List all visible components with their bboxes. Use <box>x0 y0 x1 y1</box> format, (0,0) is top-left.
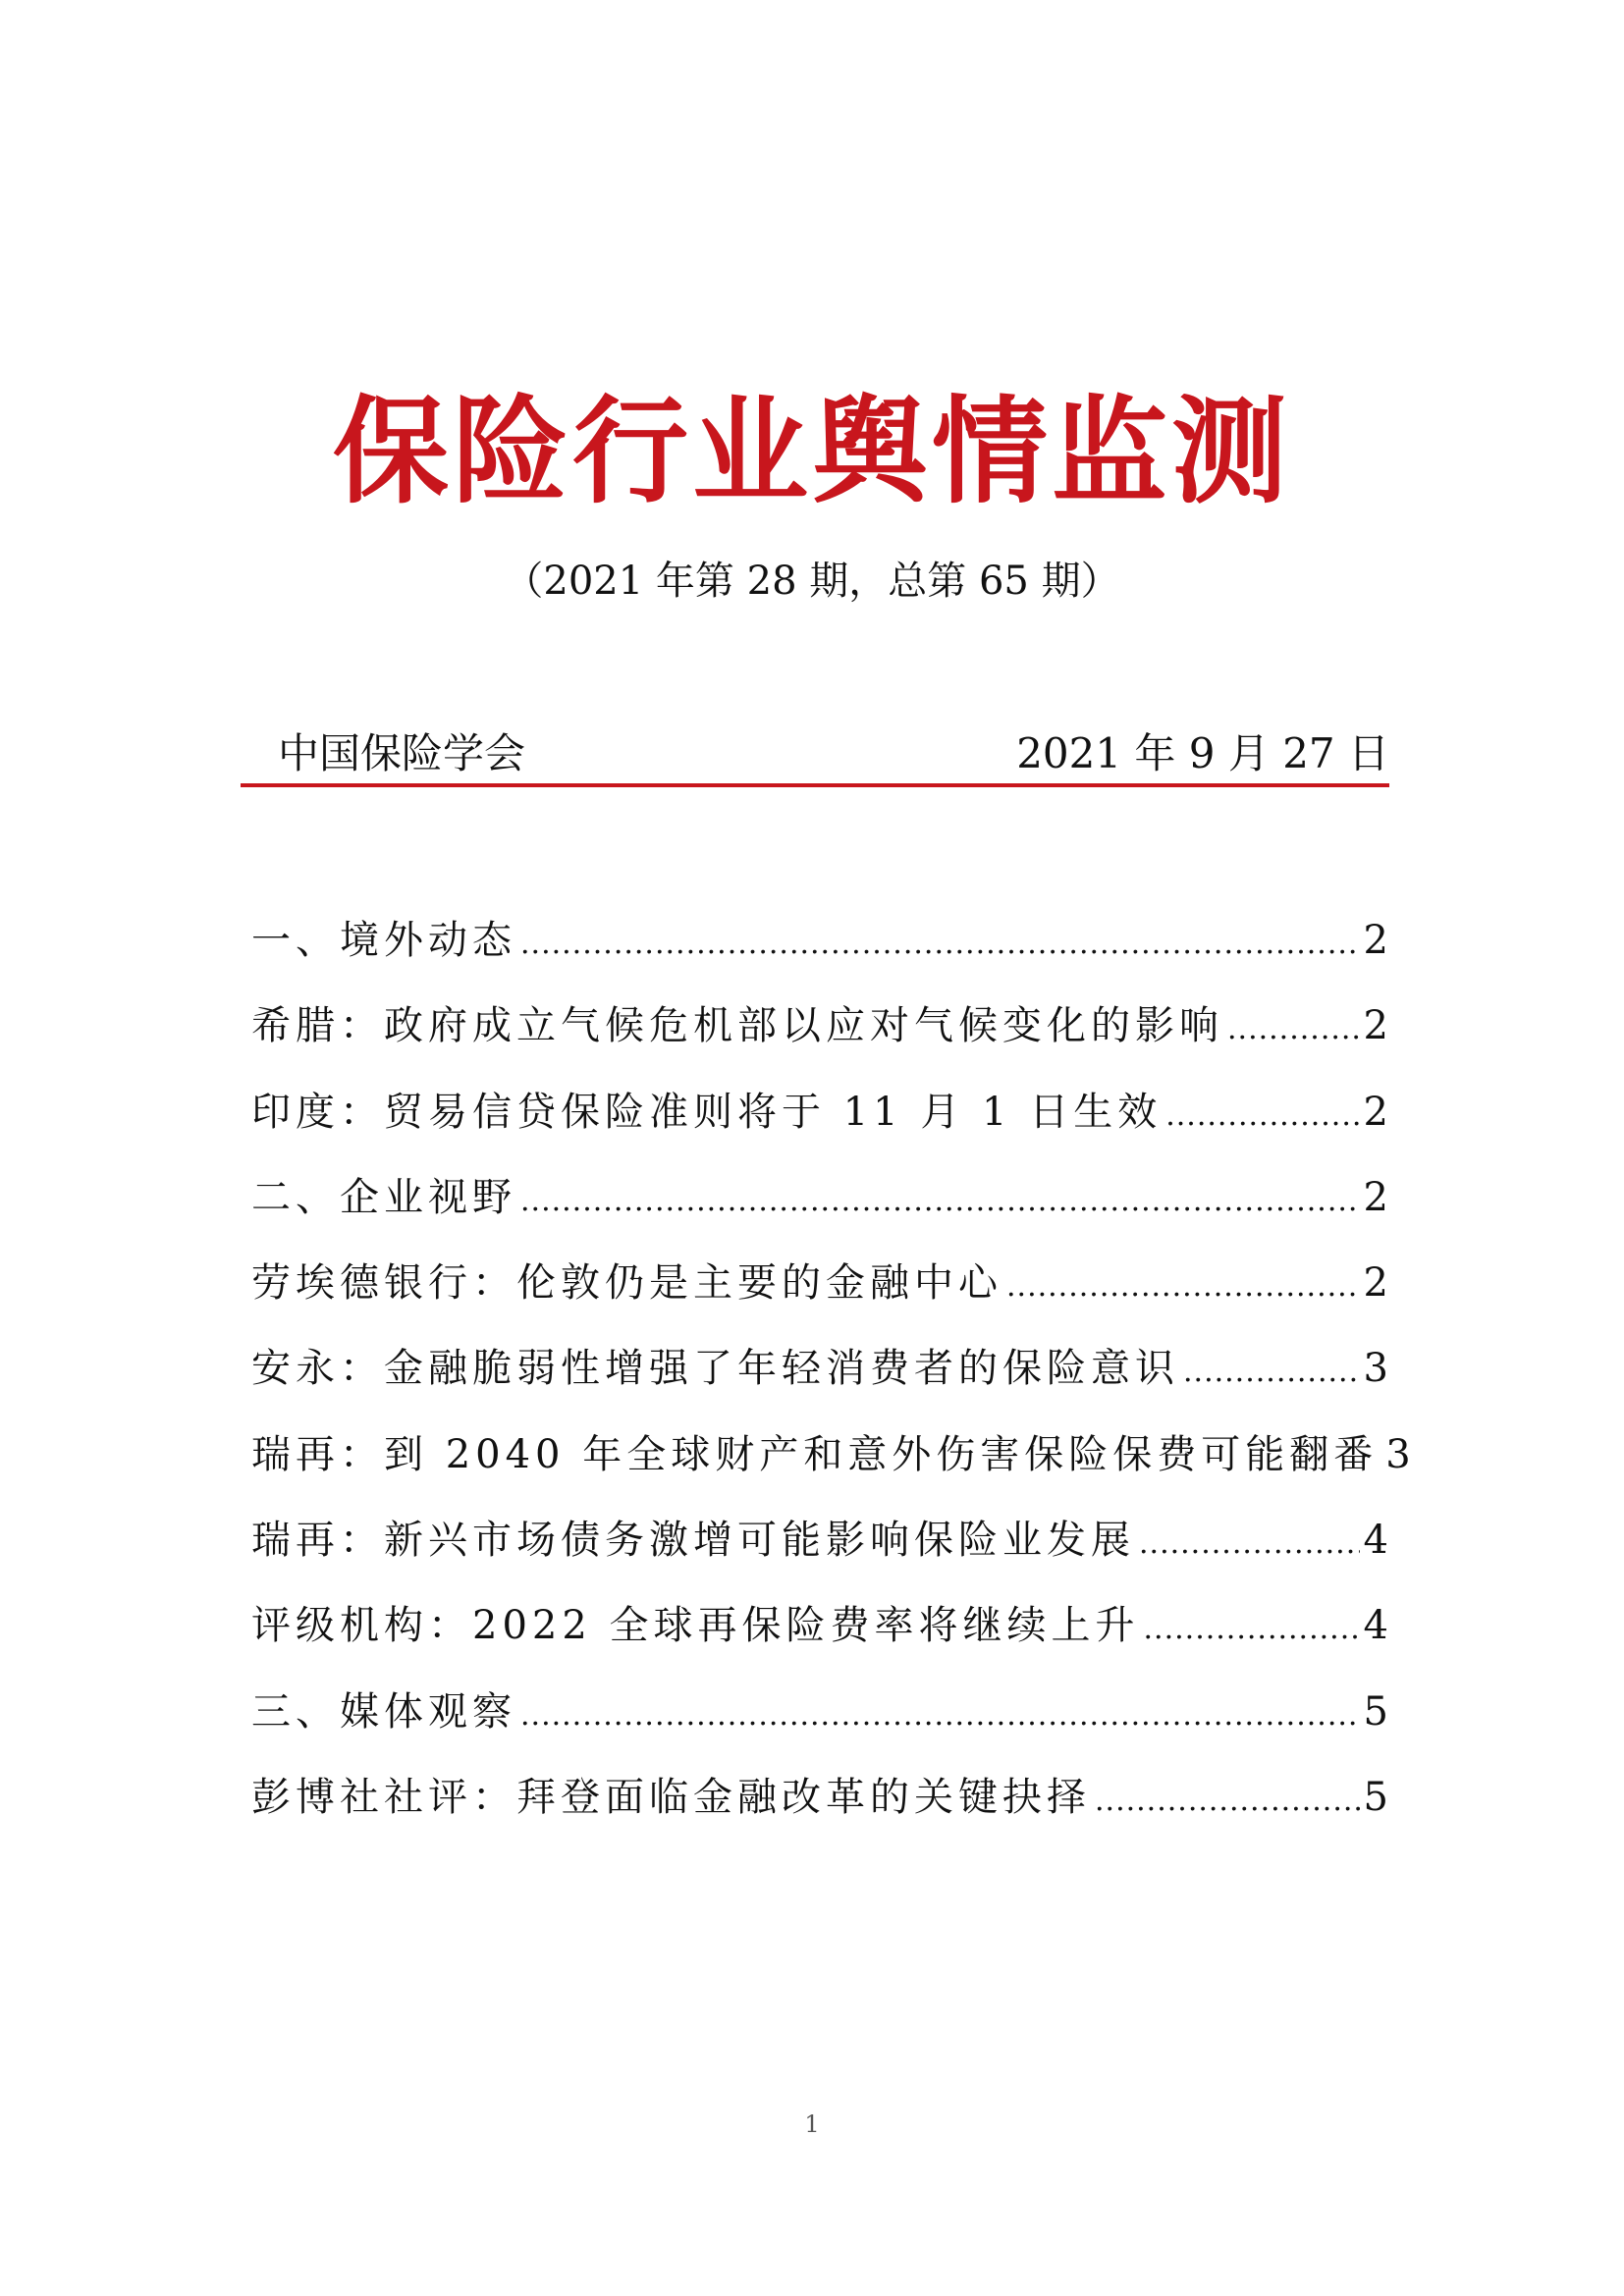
toc-entry-title: 印度：贸易信贷保险准则将于 11 月 1 日生效 <box>251 1089 1163 1135</box>
toc-entry[interactable] <box>251 1583 1388 1669</box>
toc-entry-title: 一、境外动态 <box>251 918 516 963</box>
toc-page-number: 4 <box>1363 1518 1388 1564</box>
toc-entry[interactable] <box>251 1155 1388 1241</box>
toc-leader-dots <box>1095 1758 1360 1843</box>
toc-page-number: 2 <box>1363 1089 1388 1135</box>
toc-entry[interactable] <box>251 1326 1388 1412</box>
toc-page-number: 2 <box>1363 918 1388 963</box>
toc-page-number: 2 <box>1363 1260 1388 1307</box>
toc-entry-title: 二、企业视野 <box>251 1174 516 1220</box>
page-number-footer: 1 <box>804 2110 820 2138</box>
toc-leader-dots <box>1144 1586 1360 1672</box>
masthead <box>241 724 1389 789</box>
toc-entry[interactable] <box>251 1498 1388 1583</box>
red-divider <box>241 783 1389 787</box>
toc-leader-dots <box>1165 1073 1359 1158</box>
toc-page-number: 2 <box>1363 1003 1388 1049</box>
toc-page-number: 2 <box>1363 1174 1388 1220</box>
toc-entry[interactable] <box>251 984 1388 1069</box>
toc-entry[interactable] <box>251 1241 1388 1326</box>
toc-page-number: 4 <box>1363 1603 1388 1649</box>
toc-leader-dots <box>520 1673 1360 1758</box>
toc-entry-title: 劳埃德银行：伦敦仍是主要的金融中心 <box>251 1260 1002 1307</box>
toc-entry-title: 瑞再：到 2040 年全球财产和意外伤害保险保费可能翻番 <box>251 1431 1379 1477</box>
toc-entry-title: 安永：金融脆弱性增强了年轻消费者的保险意识 <box>251 1346 1179 1392</box>
toc-page-number: 5 <box>1363 1688 1388 1735</box>
toc-entry-title: 瑞再：新兴市场债务激增可能影响保险业发展 <box>251 1518 1135 1564</box>
toc-entry[interactable] <box>251 898 1388 984</box>
toc-page-number: 3 <box>1385 1431 1411 1477</box>
toc-leader-dots <box>1006 1244 1360 1329</box>
toc-leader-dots <box>1227 987 1360 1072</box>
toc-entry[interactable] <box>251 1670 1388 1755</box>
toc-entry[interactable] <box>251 1070 1388 1155</box>
toc-page-number: 3 <box>1363 1346 1388 1392</box>
toc-leader-dots <box>520 901 1360 987</box>
toc-entry[interactable] <box>251 1755 1388 1841</box>
toc-entry-title: 希腊：政府成立气候危机部以应对气候变化的影响 <box>251 1003 1223 1049</box>
toc-page-number: 5 <box>1363 1774 1388 1820</box>
publish-date: 2021 年 9 月 27 日 <box>1016 729 1389 777</box>
toc-leader-dots <box>1139 1501 1360 1586</box>
report-title: 保险行业舆情监测 <box>332 384 1291 519</box>
toc-entry[interactable] <box>251 1413 1411 1498</box>
table-of-contents <box>251 898 1411 1841</box>
toc-entry-title: 三、媒体观察 <box>251 1688 516 1735</box>
toc-entry-title: 彭博社社评：拜登面临金融改革的关键抉择 <box>251 1774 1091 1820</box>
toc-leader-dots <box>1183 1329 1360 1415</box>
toc-leader-dots <box>520 1158 1360 1244</box>
toc-entry-title: 评级机构：2022 全球再保险费率将继续上升 <box>251 1603 1140 1649</box>
issue-number: （2021 年第 28 期，总第 65 期） <box>504 559 1120 604</box>
publisher-name: 中国保险学会 <box>278 729 526 777</box>
